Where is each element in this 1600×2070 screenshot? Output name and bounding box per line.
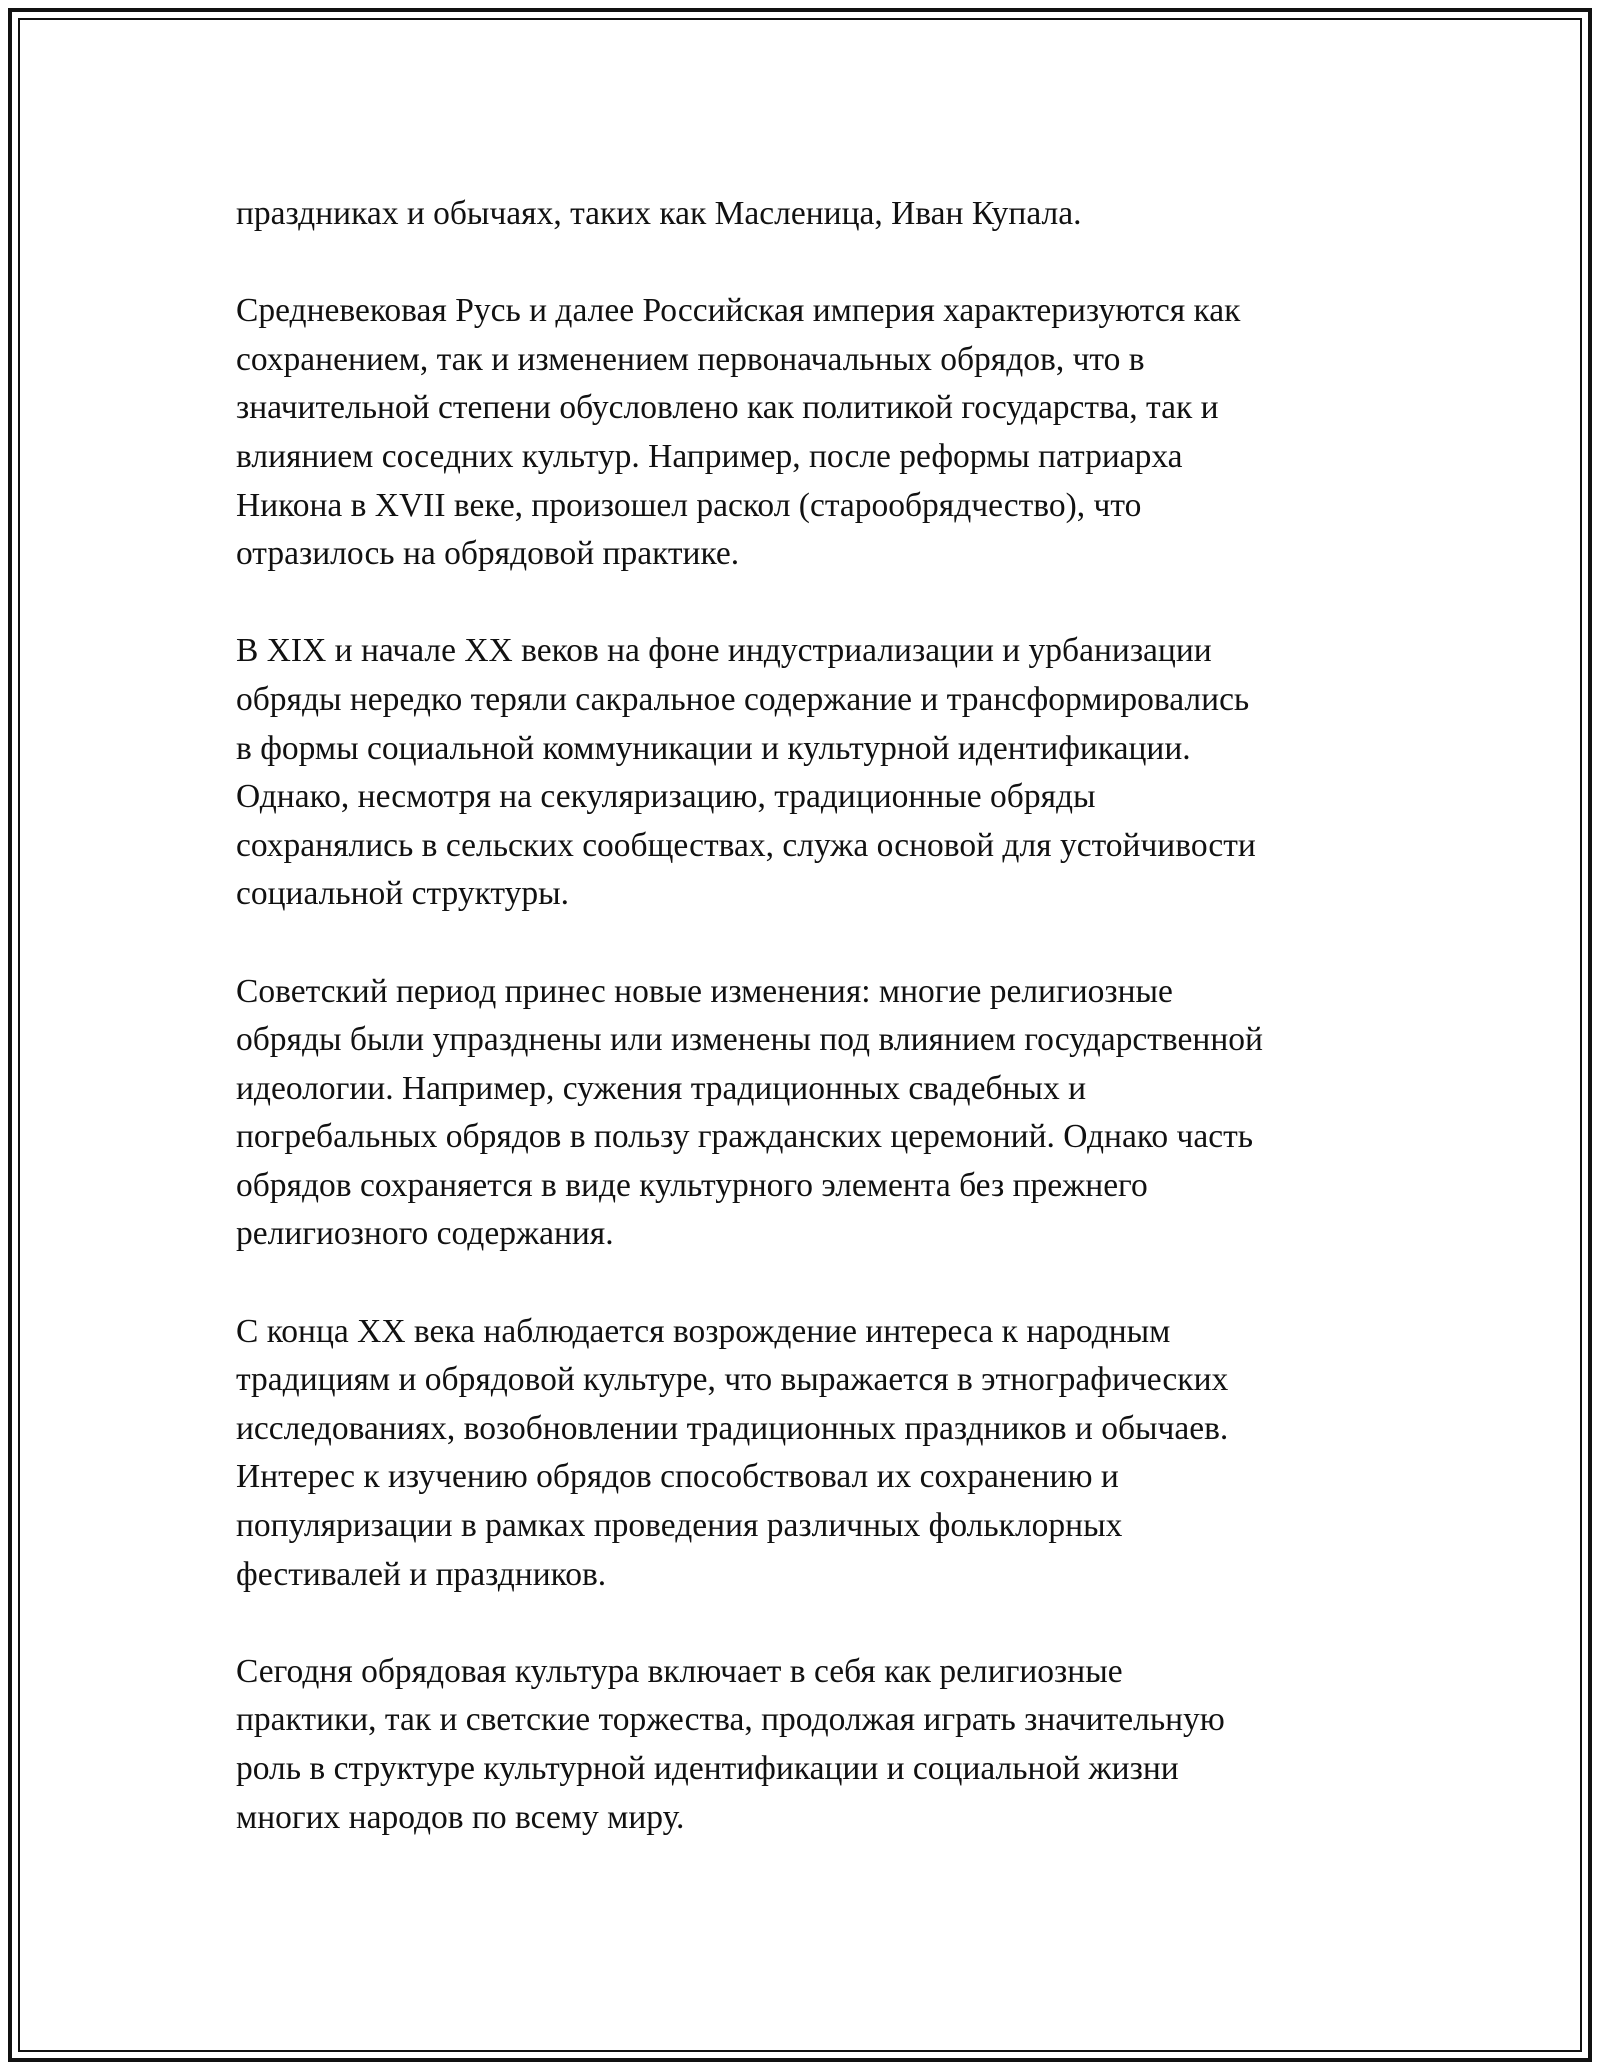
- text-line: обряды нередко теряли сакральное содержание и трансформировались: [236, 680, 1250, 718]
- text-line: Советский период принес новые изменения: многие религиозные: [236, 972, 1173, 1010]
- text-line: сохранением, так и изменением первоначальных обрядов, что в: [236, 340, 1145, 378]
- text-line: отразилось на обрядовой практике.: [236, 535, 740, 573]
- text-line: сохранялись в сельских сообществах, служа основой для устойчивости: [236, 826, 1256, 864]
- text-line: идеологии. Например, сужения традиционных свадебных и: [236, 1069, 1086, 1107]
- text-line: в формы социальной коммуникации и культурной идентификации.: [236, 729, 1191, 767]
- text-line: популяризации в рамках проведения различных фольклорных: [236, 1507, 1123, 1545]
- text-line: В XIX и начале XX веков на фоне индустриализации и урбанизации: [236, 632, 1212, 670]
- text-line: социальной структуры.: [236, 875, 570, 913]
- text-line: праздниках и обычаях, таких как Масленица, Иван Купала.: [236, 195, 1082, 232]
- document-body: [236, 190, 1376, 1891]
- paragraph-2: [236, 287, 1376, 579]
- text-line: практики, так и светские торжества, продолжая играть значительную: [236, 1701, 1225, 1739]
- text-line: погребальных обрядов в пользу гражданских церемоний. Однако часть: [236, 1118, 1254, 1156]
- text-line: роль в структуре культурной идентификации и социальной жизни: [236, 1750, 1179, 1787]
- paragraph-1: [236, 190, 1376, 239]
- paragraph-5: [236, 1308, 1376, 1600]
- text-line: значительной степени обусловлено как политикой государства, так и: [236, 389, 1219, 427]
- text-line: Сегодня обрядовая культура включает в себя как религиозные: [236, 1652, 1123, 1690]
- text-line: обряды были упразднены или изменены под влиянием государственной: [236, 1021, 1263, 1059]
- paragraph-3: [236, 627, 1376, 919]
- text-line: обрядов сохраняется в виде культурного элемента без прежнего: [236, 1166, 1148, 1204]
- text-line: Интерес к изучению обрядов способствовал их сохранению и: [236, 1458, 1119, 1496]
- text-line: фестивалей и праздников.: [236, 1555, 607, 1593]
- paragraph-4: [236, 968, 1376, 1260]
- text-line: С конца XX века наблюдается возрождение интереса к народным: [236, 1312, 1171, 1350]
- text-line: Средневековая Русь и далее Российская империя характеризуются как: [236, 292, 1241, 330]
- text-line: Никона в XVII веке, произошел раскол (старообрядчество), что: [236, 486, 1142, 524]
- text-line: Однако, несмотря на секуляризацию, традиционные обряды: [236, 778, 1096, 816]
- text-line: религиозного содержания.: [236, 1215, 614, 1253]
- text-line: влиянием соседних культур. Например, после реформы патриарха: [236, 437, 1183, 475]
- paragraph-6: [236, 1648, 1376, 1842]
- text-line: традициям и обрядовой культуре, что выражается в этнографических: [236, 1361, 1229, 1399]
- text-line: многих народов по всему миру.: [236, 1798, 685, 1836]
- text-line: исследованиях, возобновлении традиционных праздников и обычаев.: [236, 1409, 1229, 1447]
